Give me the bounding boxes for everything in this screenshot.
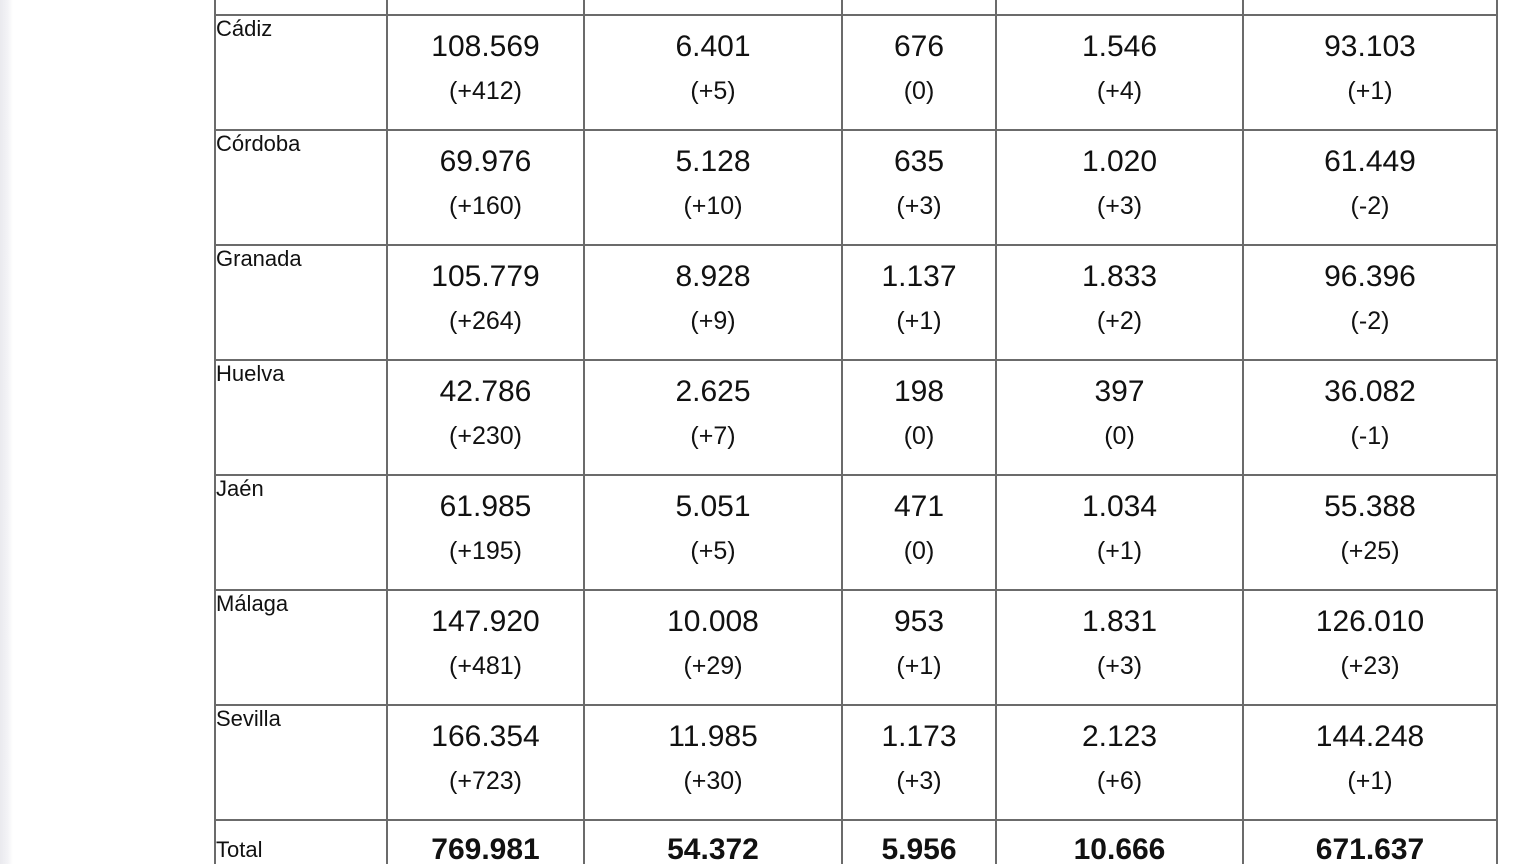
cell-value: 2.123 — [1081, 720, 1158, 753]
cell-delta: (+23) — [1340, 652, 1400, 680]
table-cell — [842, 475, 996, 590]
table-cell — [1243, 130, 1497, 245]
table-cell — [842, 820, 996, 864]
cell-delta: (+481) — [449, 652, 522, 680]
document-page — [13, 0, 1536, 864]
table-cell — [584, 0, 842, 15]
cell-delta: (+9) — [690, 307, 736, 335]
table-cell — [842, 590, 996, 705]
table-cell — [996, 360, 1243, 475]
table-cell — [1243, 475, 1497, 590]
cell-value: 36.082 — [1324, 375, 1416, 408]
province-name: Córdoba — [215, 130, 387, 245]
cell-delta: (+2) — [1096, 307, 1143, 335]
total-label: Total — [215, 820, 387, 864]
total-value: 671.637 — [1315, 833, 1425, 864]
cell-value: 96.396 — [1324, 260, 1416, 293]
table-cell — [387, 130, 584, 245]
cell-value: 42.786 — [439, 375, 532, 408]
table-cell — [387, 475, 584, 590]
table-cell — [387, 705, 584, 820]
province-name: Cádiz — [215, 15, 387, 130]
table-cell — [387, 245, 584, 360]
cell-delta: (+160) — [449, 192, 522, 220]
table-cell — [387, 820, 584, 864]
table-cell — [842, 245, 996, 360]
cell-value: 147.920 — [431, 605, 540, 638]
cell-delta: (+264) — [449, 307, 522, 335]
cell-value: 953 — [893, 605, 945, 638]
total-value: 10.666 — [1073, 833, 1166, 864]
table-cell — [842, 360, 996, 475]
cell-value: 1.137 — [881, 260, 957, 293]
table-cell — [584, 590, 842, 705]
cell-delta: (+6) — [1096, 767, 1143, 795]
province-name: Jaén — [215, 475, 387, 590]
table-row-partial-top — [215, 0, 1497, 15]
cell-value: 69.976 — [439, 145, 532, 178]
cell-value: 10.008 — [667, 605, 759, 638]
province-name: Málaga — [215, 590, 387, 705]
cell-delta: (0) — [903, 422, 935, 450]
cell-value: 11.985 — [668, 720, 758, 753]
table-cell — [1243, 590, 1497, 705]
cell-delta: (+3) — [896, 767, 942, 795]
cell-value: 1.173 — [881, 720, 957, 753]
cell-delta: (+230) — [449, 422, 522, 450]
table-cell — [1243, 820, 1497, 864]
table-cell — [842, 130, 996, 245]
cell-delta: (-1) — [1350, 422, 1390, 450]
total-value: 54.372 — [667, 833, 759, 864]
table-cell — [584, 130, 842, 245]
cell-delta: (-2) — [1350, 192, 1390, 220]
cell-value: 61.449 — [1324, 145, 1416, 178]
cell-delta: (+1) — [1347, 767, 1393, 795]
cell-value: 93.103 — [1324, 30, 1416, 63]
table-cell — [584, 245, 842, 360]
table-row-total — [215, 820, 1497, 864]
cell-delta: (+30) — [683, 767, 743, 795]
cell-delta: (+1) — [896, 307, 942, 335]
cell-value: 198 — [893, 375, 945, 408]
table-cell — [996, 590, 1243, 705]
cell-delta: (-2) — [1350, 307, 1390, 335]
cell-delta: (+7) — [690, 422, 736, 450]
cell-delta: (+5) — [690, 537, 736, 565]
table-cell — [1243, 245, 1497, 360]
cell-delta: (+3) — [1096, 192, 1143, 220]
table-row — [215, 15, 1497, 130]
table-cell — [215, 0, 387, 15]
table-row — [215, 475, 1497, 590]
cell-delta: (+1) — [896, 652, 942, 680]
cell-value: 397 — [1094, 375, 1145, 408]
cell-delta: (0) — [1104, 422, 1135, 450]
cell-delta: (+25) — [1340, 537, 1400, 565]
cell-value: 1.831 — [1081, 605, 1158, 638]
province-name: Granada — [215, 245, 387, 360]
cell-value: 1.020 — [1081, 145, 1158, 178]
table-row — [215, 245, 1497, 360]
cell-delta: (+10) — [683, 192, 743, 220]
province-name: Sevilla — [215, 705, 387, 820]
cell-delta: (+723) — [449, 767, 522, 795]
cell-delta: (+3) — [896, 192, 942, 220]
cell-value: 105.779 — [431, 260, 540, 293]
cell-delta: (+3) — [1096, 652, 1143, 680]
table-cell — [1243, 705, 1497, 820]
table-row — [215, 705, 1497, 820]
table-row — [215, 360, 1497, 475]
table-cell — [584, 820, 842, 864]
cell-delta: (+4) — [1096, 77, 1143, 105]
total-value: 5.956 — [881, 833, 957, 864]
table-cell — [584, 360, 842, 475]
cell-value: 5.051 — [675, 490, 751, 523]
table-cell — [584, 705, 842, 820]
table-cell — [1243, 360, 1497, 475]
table-cell — [842, 705, 996, 820]
cell-delta: (0) — [903, 537, 935, 565]
table-cell — [842, 0, 996, 15]
viewer-left-edge — [0, 0, 13, 864]
table-cell — [584, 15, 842, 130]
cell-value: 126.010 — [1315, 605, 1425, 638]
cell-value: 1.034 — [1081, 490, 1158, 523]
table-cell — [996, 15, 1243, 130]
table-cell — [584, 475, 842, 590]
total-value: 769.981 — [431, 833, 540, 864]
table-cell — [387, 360, 584, 475]
table-cell — [996, 705, 1243, 820]
table-cell — [996, 475, 1243, 590]
cell-delta: (+5) — [690, 77, 736, 105]
table-cell — [996, 0, 1243, 15]
table-row — [215, 590, 1497, 705]
cell-delta: (0) — [903, 77, 935, 105]
cell-delta: (+1) — [1096, 537, 1143, 565]
table-cell — [996, 820, 1243, 864]
covid-data-table — [214, 0, 1498, 864]
table-cell — [387, 0, 584, 15]
cell-value: 2.625 — [675, 375, 751, 408]
table-cell — [387, 590, 584, 705]
cell-delta: (+412) — [449, 77, 522, 105]
cell-value: 1.833 — [1081, 260, 1158, 293]
cell-delta: (+1) — [1347, 77, 1393, 105]
cell-value: 166.354 — [431, 720, 540, 753]
table-cell — [996, 130, 1243, 245]
cell-value: 471 — [893, 490, 945, 523]
cell-value: 635 — [893, 145, 945, 178]
table-cell — [387, 15, 584, 130]
table-cell — [1243, 0, 1497, 15]
table-cell — [1243, 15, 1497, 130]
cell-value: 61.985 — [439, 490, 532, 523]
cell-value: 144.248 — [1315, 720, 1425, 753]
province-name: Huelva — [215, 360, 387, 475]
cell-value: 6.401 — [675, 30, 751, 63]
cell-value: 108.569 — [431, 30, 540, 63]
cell-value: 676 — [893, 30, 945, 63]
table-row — [215, 130, 1497, 245]
cell-delta: (+195) — [449, 537, 522, 565]
cell-value: 1.546 — [1081, 30, 1158, 63]
cell-value: 8.928 — [675, 260, 751, 293]
cell-value: 5.128 — [675, 145, 751, 178]
table-cell — [996, 245, 1243, 360]
table-cell — [842, 15, 996, 130]
cell-delta: (+29) — [683, 652, 743, 680]
cell-value: 55.388 — [1324, 490, 1416, 523]
